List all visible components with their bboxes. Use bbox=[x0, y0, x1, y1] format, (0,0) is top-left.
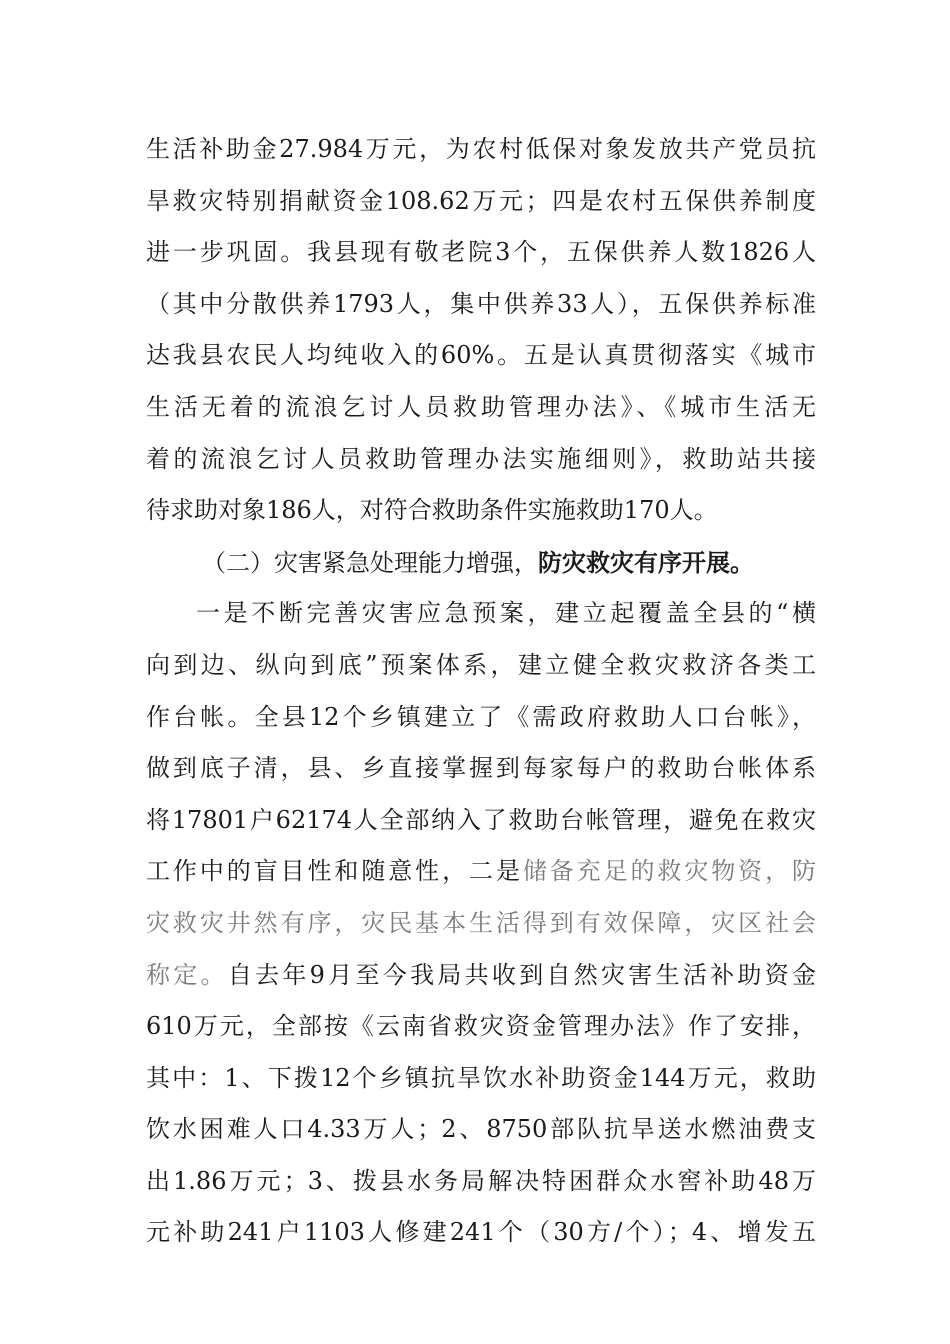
text-span: 向到边、纵向到底”预案体系，建立健全救灾救济各类工 bbox=[146, 650, 816, 679]
section-heading-bold: 防灾救灾有序开展。 bbox=[538, 547, 754, 577]
text-span: 工作中的盲目性和随意性，二是 bbox=[146, 857, 523, 886]
text-span: （其中分散供养1793人，集中供养33人），五保供养标准 bbox=[146, 289, 816, 318]
text-line bbox=[146, 588, 816, 640]
text-line bbox=[146, 795, 816, 847]
text-span: 进一步巩固。我县现有敬老院3个，五保供养人数1826人 bbox=[146, 238, 816, 267]
text-line bbox=[146, 434, 816, 486]
text-line bbox=[146, 950, 816, 1002]
section-heading-number: （二）灾害紧急处理能力增强， bbox=[202, 548, 538, 577]
text-span-gray: 储备充足的救灾物资，防 bbox=[522, 857, 816, 886]
text-line bbox=[146, 898, 816, 950]
text-span: 610万元，全部按《云南省救灾资金管理办法》作了安排， bbox=[146, 1012, 816, 1041]
text-span: 着的流浪乞讨人员救助管理办法实施细则》，救助站共接 bbox=[146, 444, 816, 473]
text-span-gray: 灾救灾井然有序，灾民基本生活得到有效保障，灾区社会 bbox=[146, 908, 816, 937]
text-span: 达我县农民人均纯收入的60%。五是认真贯彻落实《城市 bbox=[146, 341, 816, 370]
text-line bbox=[146, 227, 816, 279]
text-line bbox=[146, 640, 816, 692]
text-line bbox=[146, 743, 816, 795]
text-span: 将17801户62174人全部纳入了救助台帐管理，避免在救灾 bbox=[146, 805, 816, 834]
body-text bbox=[146, 124, 816, 1259]
text-span: 一是不断完善灾害应急预案，建立起覆盖全县的“横 bbox=[196, 599, 816, 628]
text-line bbox=[146, 1001, 816, 1053]
text-line bbox=[146, 1156, 816, 1208]
text-span: 其中：1、下拨12个乡镇抗旱饮水补助资金144万元，救助 bbox=[146, 1063, 816, 1092]
text-line bbox=[146, 330, 816, 382]
text-line bbox=[146, 279, 816, 331]
text-line bbox=[146, 1053, 816, 1105]
text-span: 作台帐。全县12个乡镇建立了《需政府救助人口台帐》， bbox=[146, 702, 816, 731]
text-line bbox=[146, 382, 816, 434]
text-span: 元补助241户1103人修建241个（30方/个）；4、增发五 bbox=[146, 1218, 816, 1247]
text-line bbox=[146, 1207, 816, 1259]
text-span: 生活补助金27.984万元，为农村低保对象发放共产党员抗 bbox=[146, 135, 816, 163]
text-span: 出1.86万元；3、拨县水务局解决特困群众水窖补助48万 bbox=[146, 1166, 816, 1195]
text-line bbox=[146, 1104, 816, 1156]
text-span: 饮水困难人口4.33万人；2、8750部队抗旱送水燃油费支 bbox=[146, 1115, 816, 1144]
section-heading bbox=[146, 537, 816, 589]
text-line bbox=[146, 176, 816, 228]
text-line bbox=[146, 692, 816, 744]
text-span: 做到底子清，县、乡直接掌握到每家每户的救助台帐体系 bbox=[146, 754, 816, 783]
text-line bbox=[146, 485, 816, 537]
text-span: 旱救灾特别捐献资金108.62万元；四是农村五保供养制度 bbox=[146, 186, 816, 215]
text-span: 生活无着的流浪乞讨人员救助管理办法》、《城市生活无 bbox=[146, 392, 816, 421]
text-span: 待求助对象186人，对符合救助条件实施救助170人。 bbox=[146, 496, 718, 525]
text-line bbox=[146, 846, 816, 898]
text-span-gray: 称定。 bbox=[146, 960, 228, 989]
text-line bbox=[146, 124, 816, 176]
text-span: 自去年9月至今我局共收到自然灾害生活补助资金 bbox=[227, 960, 816, 989]
